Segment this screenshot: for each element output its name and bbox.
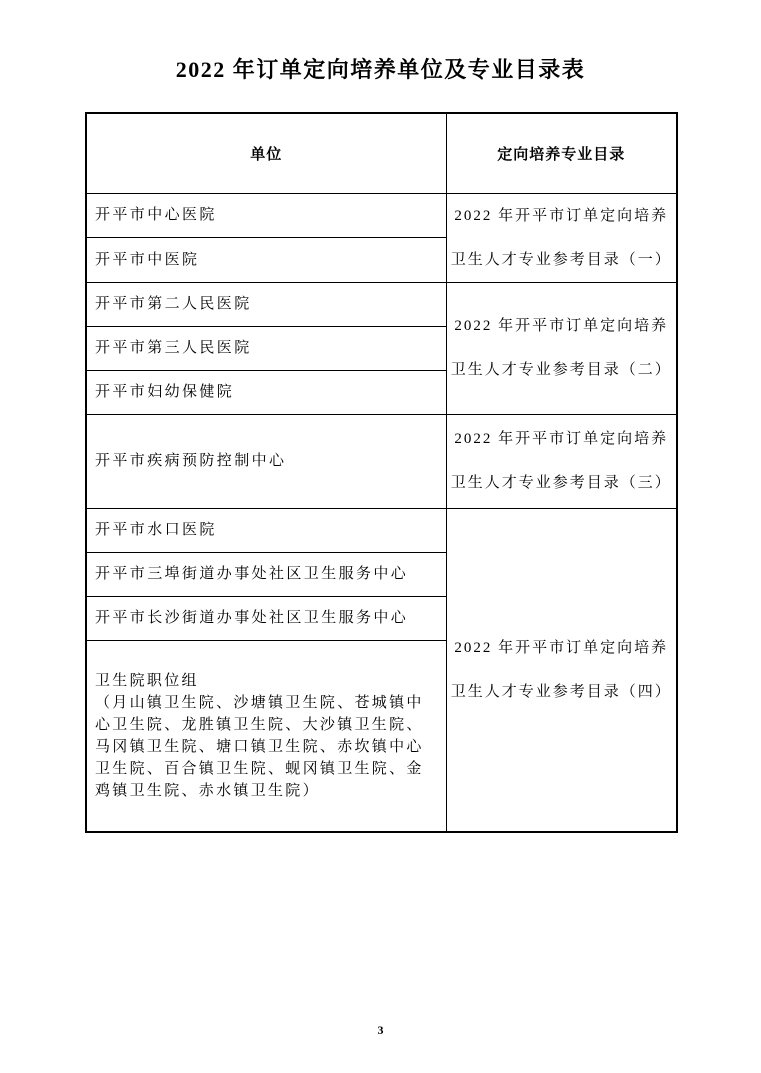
unit-cell: 开平市中医院	[86, 238, 446, 283]
unit-cell: 开平市第二人民医院	[86, 282, 446, 326]
health-center-group-detail: （月山镇卫生院、沙塘镇卫生院、苍城镇中心卫生院、龙胜镇卫生院、大沙镇卫生院、马冈镇卫生院、塘口镇卫生院、赤坎镇中心卫生院、百合镇卫生院、蚬冈镇卫生院、金鸡镇卫生院、赤水镇卫生院）	[95, 694, 424, 799]
table-row	[86, 414, 677, 508]
unit-cell: 开平市三埠街道办事处社区卫生服务中心	[86, 552, 446, 596]
unit-cell: 开平市疾病预防控制中心	[86, 414, 446, 508]
header-row	[86, 113, 677, 193]
unit-cell: 开平市水口医院	[86, 508, 446, 552]
catalog-line: 卫生人才专业参考目录（四）	[450, 683, 672, 700]
health-center-group-cell	[86, 640, 446, 832]
catalog-table	[85, 112, 678, 833]
health-center-group-text	[95, 670, 439, 802]
column-header-unit: 单位	[86, 113, 446, 193]
table-row	[86, 193, 677, 238]
unit-cell: 开平市妇幼保健院	[86, 370, 446, 414]
catalog-line: 2022 年开平市订单定向培养	[454, 431, 669, 447]
catalog-line: 卫生人才专业参考目录（一）	[450, 251, 672, 268]
column-header-catalog: 定向培养专业目录	[446, 113, 677, 193]
catalog-cell	[446, 414, 677, 508]
catalog-cell	[446, 282, 677, 414]
catalog-line: 2022 年开平市订单定向培养	[454, 207, 669, 224]
catalog-line: 2022 年开平市订单定向培养	[454, 639, 669, 656]
unit-cell: 开平市第三人民医院	[86, 326, 446, 370]
health-center-group-label: 卫生院职位组	[95, 672, 199, 689]
table-row	[86, 508, 677, 552]
catalog-cell	[446, 508, 677, 832]
catalog-line: 卫生人才专业参考目录（二）	[450, 362, 672, 378]
page-number: 3	[377, 1023, 384, 1037]
table-row	[86, 282, 677, 326]
unit-cell: 开平市长沙街道办事处社区卫生服务中心	[86, 596, 446, 640]
catalog-cell	[446, 193, 677, 282]
unit-cell: 开平市中心医院	[86, 193, 446, 238]
catalog-line: 2022 年开平市订单定向培养	[454, 318, 669, 334]
document-title: 2022 年订单定向培养单位及专业目录表	[175, 57, 586, 82]
catalog-line: 卫生人才专业参考目录（三）	[450, 475, 672, 491]
